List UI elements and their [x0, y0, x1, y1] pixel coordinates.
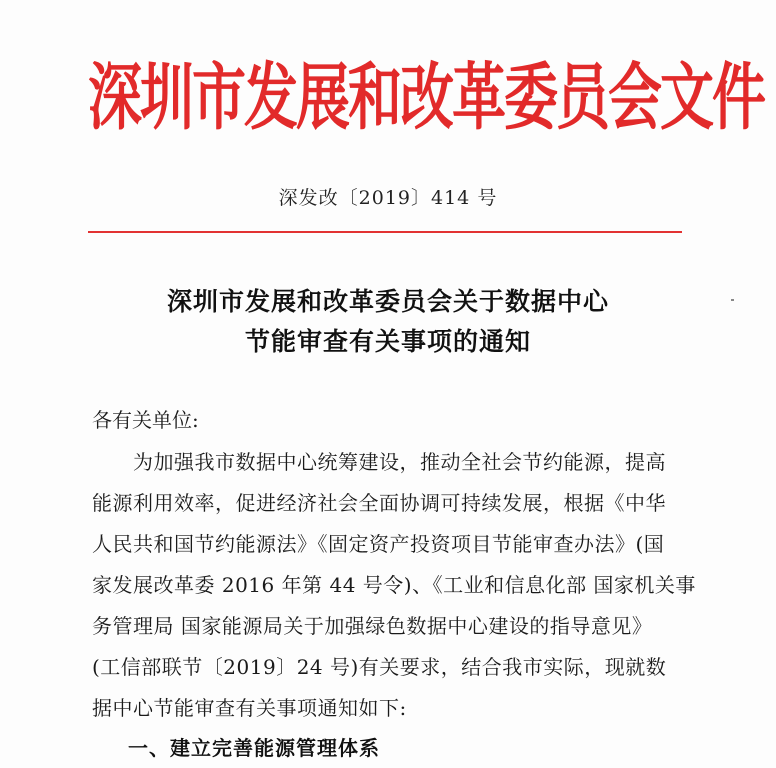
body-line-4: 家发展改革委 2016 年第 44 号令)、《工业和信息化部 国家机关事 [92, 573, 696, 597]
body-line-1: 为加强我市数据中心统筹建设，推动全社会节约能源，提高 [92, 450, 666, 474]
body-line-3: 人民共和国节约能源法》《固定资产投资项目节能审查办法》(国 [92, 532, 665, 556]
scan-speck [731, 299, 734, 301]
body-line-5: 务管理局 国家能源局关于加强绿色数据中心建设的指导意见》 [92, 614, 653, 638]
notice-title-line-1: 深圳市发展和改革委员会关于数据中心 [166, 287, 609, 316]
red-divider-rule [88, 231, 682, 233]
body-line-6: (工信部联节〔2019〕24 号)有关要求，结合我市实际，现就数 [92, 655, 667, 679]
salutation: 各有关单位: [92, 408, 199, 432]
issuer-header-title: 深圳市发展和改革委员会文件 [88, 53, 764, 140]
document-number: 深发改〔2019〕414 号 [278, 187, 498, 209]
notice-title-line-2: 节能审查有关事项的通知 [244, 327, 531, 356]
section-heading-1: 一、建立完善能源管理体系 [128, 736, 380, 760]
body-line-2: 能源利用效率，促进经济社会全面协调可持续发展，根据《中华 [92, 491, 666, 515]
body-line-7: 据中心节能审查有关事项通知如下: [92, 696, 407, 720]
